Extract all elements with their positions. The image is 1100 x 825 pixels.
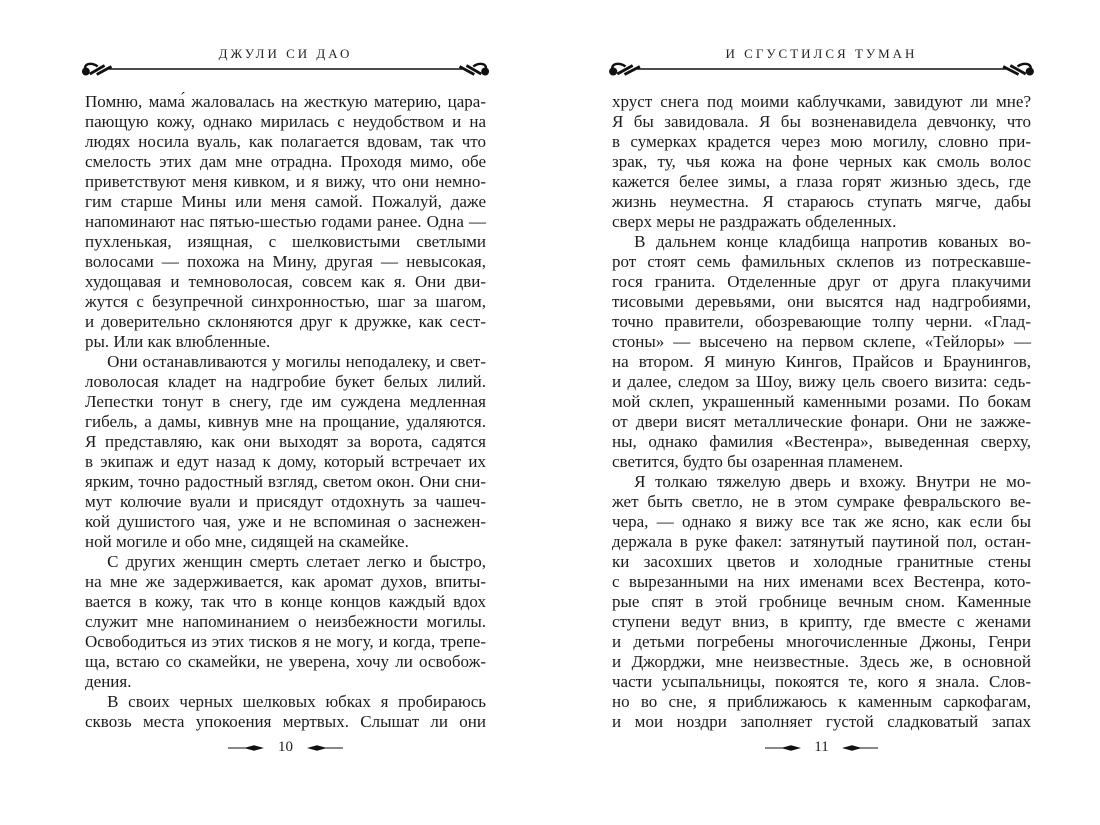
text-line: и доверительно склоняются друг к дружке, как сест-: [85, 312, 486, 331]
text-line: Лепестки тонут в снегу, где им суждена медленная: [85, 392, 486, 411]
text-line: людях носила вуаль, как полагается вдовам, так что: [85, 132, 486, 151]
text-line: гося гранита. Отделенные друг от друга плакучими: [612, 272, 1031, 291]
text-line: служит мне напоминанием о неизбежности могилы.: [85, 612, 486, 631]
text-line: гибель, а дамы, кивнув мне на прощание, удаляются.: [85, 412, 486, 431]
text-line: сквозь места упокоения мертвых. Слышат ли они: [85, 712, 486, 731]
left-page-footer: [85, 739, 486, 756]
text-line: ща, встаю со скамейки, не уверена, хочу ли освобож-: [85, 652, 486, 671]
text-line: смелость этих дам мне отрадна. Проходя мимо, обе: [85, 152, 486, 171]
text-line: в экипаж и едут назад к дому, который встречает их: [85, 452, 486, 471]
footer-ornament-left-icon: [765, 744, 801, 752]
left-page: [85, 0, 486, 825]
text-line: зрак, ту, чья кожа на фоне черных как смоль волос: [612, 152, 1031, 171]
text-line: гим старше Мины или меня самой. Пожалуй, даже: [85, 192, 486, 211]
text-line: мут колючие вуали и присядут отдохнуть за чашеч-: [85, 492, 486, 511]
text-line: кажется белее зимы, а глаза горят жизнью здесь, где: [612, 172, 1031, 191]
text-line: ловолосая кладет на надгробие букет белых лилий.: [85, 372, 486, 391]
text-line: хруст снега под моими каблучками, завидуют ли мне?: [612, 92, 1031, 111]
text-line: и далее, следом за Шоу, вижу цель своего визита: седь-: [612, 372, 1031, 391]
text-line: тисовыми деревьями, они высятся над надгробиями,: [612, 292, 1031, 311]
text-line: на мне же задерживается, как аромат духов, впиты-: [85, 572, 486, 591]
text-line: стоны» — высечено на первом склепе, «Тейлоры» —: [612, 332, 1031, 351]
text-line: части усыпальницы, покоятся те, кого я знала. Слов-: [612, 672, 1031, 691]
text-line: и детьми погребены многочисленные Джоны, Генри: [612, 632, 1031, 651]
text-line: напоминают нас пятью-шестью годами ранее. Одна —: [85, 212, 486, 231]
text-line: чера, — однако я вижу все так же ясно, как если бы: [612, 512, 1031, 531]
text-line: худощавая и темноволосая, совсем как я. Они дви-: [85, 272, 486, 291]
text-line: в сумерках крадется через мою могилу, словно при-: [612, 132, 1031, 151]
swirl-rule-icon: [79, 60, 492, 78]
text-line: жутся с безупречной синхронностью, шаг за шагом,: [85, 292, 486, 311]
text-line: светится, будто бы озаренная пламенем.: [612, 452, 904, 471]
text-line: Помню, мама́ жаловалась на жесткую материю, цара-: [85, 92, 486, 111]
text-line: точно правители, обозревающие толпу черни. «Глад-: [612, 312, 1031, 331]
text-line: Я представляю, как они выходят за ворота, садятся: [85, 432, 486, 451]
text-line: ры. Или как влюбленные.: [85, 332, 271, 351]
running-header-title: И СГУСТИЛСЯ ТУМАН: [725, 46, 918, 61]
text-line: В своих черных шелковых юбках я пробираюсь: [107, 692, 486, 711]
right-page-text: [612, 92, 1031, 732]
running-header-author: ДЖУЛИ СИ ДАО: [218, 46, 353, 61]
text-line: и Джорджи, мне неизвестные. Здесь же, в основной: [612, 652, 1031, 671]
page-number: 11: [814, 739, 829, 756]
text-line: сверх меры не раздражать обделенных.: [612, 212, 897, 231]
text-line: В дальнем конце кладбища напротив кованых во-: [634, 232, 1031, 251]
text-line: от двери висят металлические фонари. Они не зажже-: [612, 412, 1031, 431]
text-line: ны, однако фамилия «Вестенра», выведенная сверху,: [612, 432, 1031, 451]
text-line: пухленькая, изящная, с шелковистыми светлыми: [85, 232, 486, 251]
text-line: рые спят в этой гробнице вечным сном. Каменные: [612, 592, 1031, 611]
text-line: дения.: [85, 672, 132, 691]
text-line: жизнь неуместна. Я стараюсь ступать мягче, дабы: [612, 192, 1031, 211]
text-line: Освободиться из этих тисков я не могу, и когда, трепе-: [85, 632, 486, 651]
right-page-footer: [612, 739, 1031, 756]
text-line: с вырезанными на них именами всех Вестенра, кото-: [612, 572, 1031, 591]
text-line: Я толкаю тяжелую дверь и вхожу. Внутри не мо-: [634, 472, 1031, 491]
text-line: на втором. Я миную Кингов, Прайсов и Браунингов,: [612, 352, 1031, 371]
text-line: пающую кожу, однако мирилась с неудобством и на: [85, 112, 486, 131]
text-line: Они останавливаются у могилы неподалеку, и свет-: [107, 352, 486, 371]
text-line: приветствуют меня кивком, и я вижу, что они немно-: [85, 172, 486, 191]
text-line: и мои ноздри заполняет густой сладковатый запах: [612, 712, 1031, 731]
footer-ornament-right-icon: [307, 744, 343, 752]
text-line: жет быть светло, не в этом сумраке февральского ве-: [612, 492, 1031, 511]
text-line: ки засохших цветов и холодные гранитные стены: [612, 552, 1031, 571]
swirl-rule-icon: [606, 60, 1037, 78]
footer-ornament-right-icon: [842, 744, 878, 752]
text-line: волосами — похожа на Мину, другая — невысокая,: [85, 252, 486, 271]
left-page-text: [85, 92, 486, 732]
text-line: вается в кожу, так что в конце концов каждый вдох: [85, 592, 486, 611]
header-ornament-rule: [79, 60, 492, 78]
page-number: 10: [278, 739, 293, 756]
text-line: ступени ведут вниз, в крипту, где вместе с женами: [612, 612, 1031, 631]
text-line: ной могиле и обо мне, сидящей на скамейке.: [85, 532, 409, 551]
text-line: мой склеп, украшенный каменными розами. По бокам: [612, 392, 1031, 411]
footer-ornament-left-icon: [228, 744, 264, 752]
text-line: Я бы завидовала. Я бы возненавидела девчонку, что: [612, 112, 1031, 131]
header-ornament-rule: [606, 60, 1037, 78]
text-line: ярким, точно радостный взгляд, светом окон. Они сни-: [85, 472, 486, 491]
right-page: [612, 0, 1031, 825]
text-line: держала в руке факел: затянутый паутиной пол, остан-: [612, 532, 1031, 551]
text-line: С других женщин смерть слетает легко и быстро,: [107, 552, 486, 571]
text-line: но во сне, я приближаюсь к каменным саркофагам,: [612, 692, 1031, 711]
text-line: кой душистого чая, уже и не вспоминая о заснежен-: [85, 512, 486, 531]
text-line: рот стоят семь фамильных склепов из потрескавше-: [612, 252, 1031, 271]
